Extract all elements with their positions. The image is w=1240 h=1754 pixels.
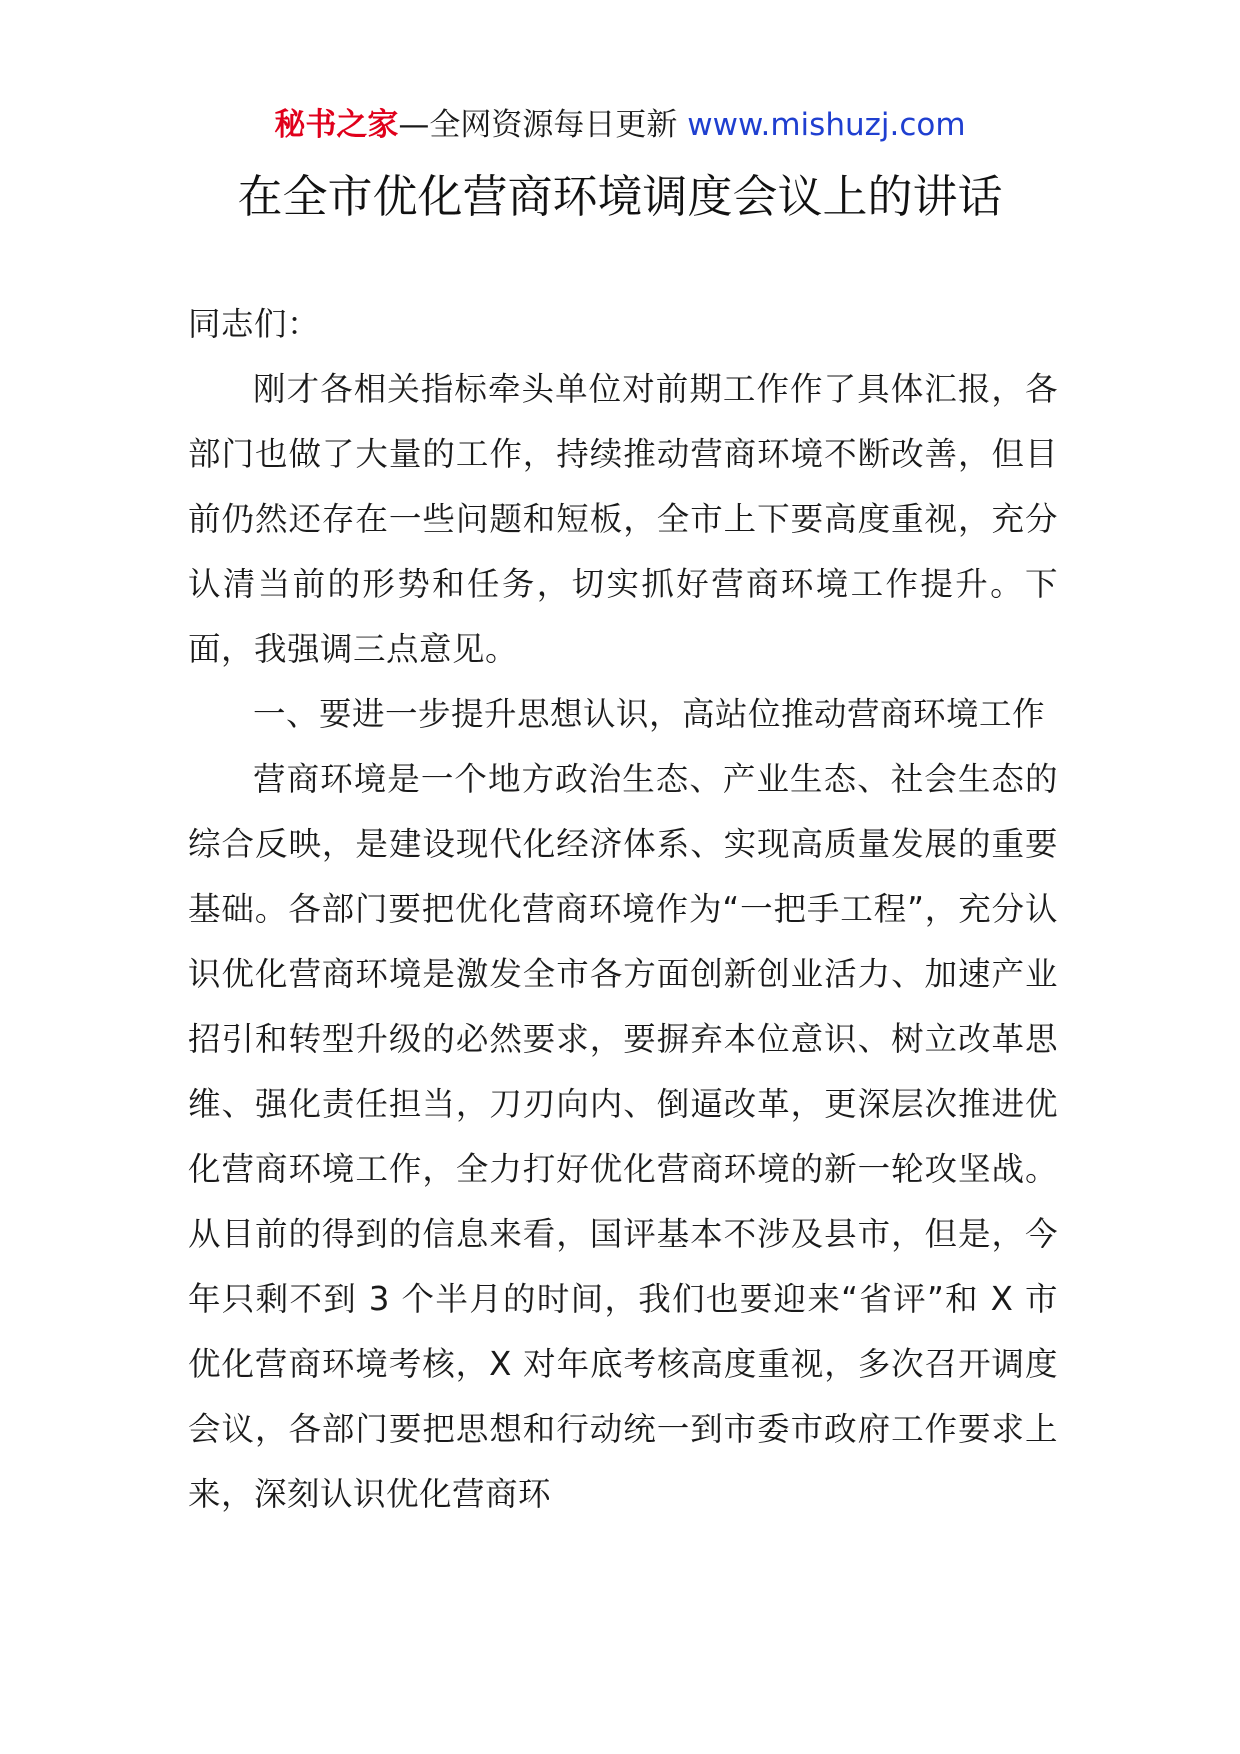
site-url-link[interactable]: www.mishuzj.com (687, 107, 966, 143)
brand-name: 秘书之家 (274, 107, 399, 143)
section-heading-1: 一、要进一步提升思想认识，高站位推动营商环境工作 (253, 695, 1046, 733)
salutation: 同志们： (188, 305, 321, 343)
site-header (0, 100, 1240, 150)
paragraph-section-1: 营商环境是一个地方政治生态、产业生态、社会生态的综合反映，是建设现代化经济体系、实现高质量发展的重要基础。各部门要把优化营商环境作为“一把手工程”，充分认识优化营商环境是激发全市各方面创新创业活力、加速产业招引和转型升级的必然要求，要摒弃本位意识、树立改革思维、强化责任担当，刀刃向内、倒逼改革，更深层次推进优化营商环境工作，全力打好优化营商环境的新一轮攻坚战。从目前的得到的信息来看，国评基本不涉及县市，但是，今年只剩不到 3 个半月的时间，我们也要迎来“省评”和 X 市优化营商环境考核，X 对年底考核高度重视，多次召开调度会议，各部门要把思想和行动统一到市委市政府工作要求上来，深刻认识优化营商环 (188, 760, 1058, 1513)
document-title: 在全市优化营商环境调度会议上的讲话 (237, 170, 1003, 223)
paragraph-intro: 刚才各相关指标牵头单位对前期工作作了具体汇报，各部门也做了大量的工作，持续推动营商环境不断改善，但目前仍然还存在一些问题和短板，全市上下要高度重视，充分认清当前的形势和任务，切实抓好营商环境工作提升。下面，我强调三点意见。 (188, 370, 1058, 668)
header-tagline: —全网资源每日更新 (398, 107, 688, 143)
document-body (188, 292, 1058, 1527)
